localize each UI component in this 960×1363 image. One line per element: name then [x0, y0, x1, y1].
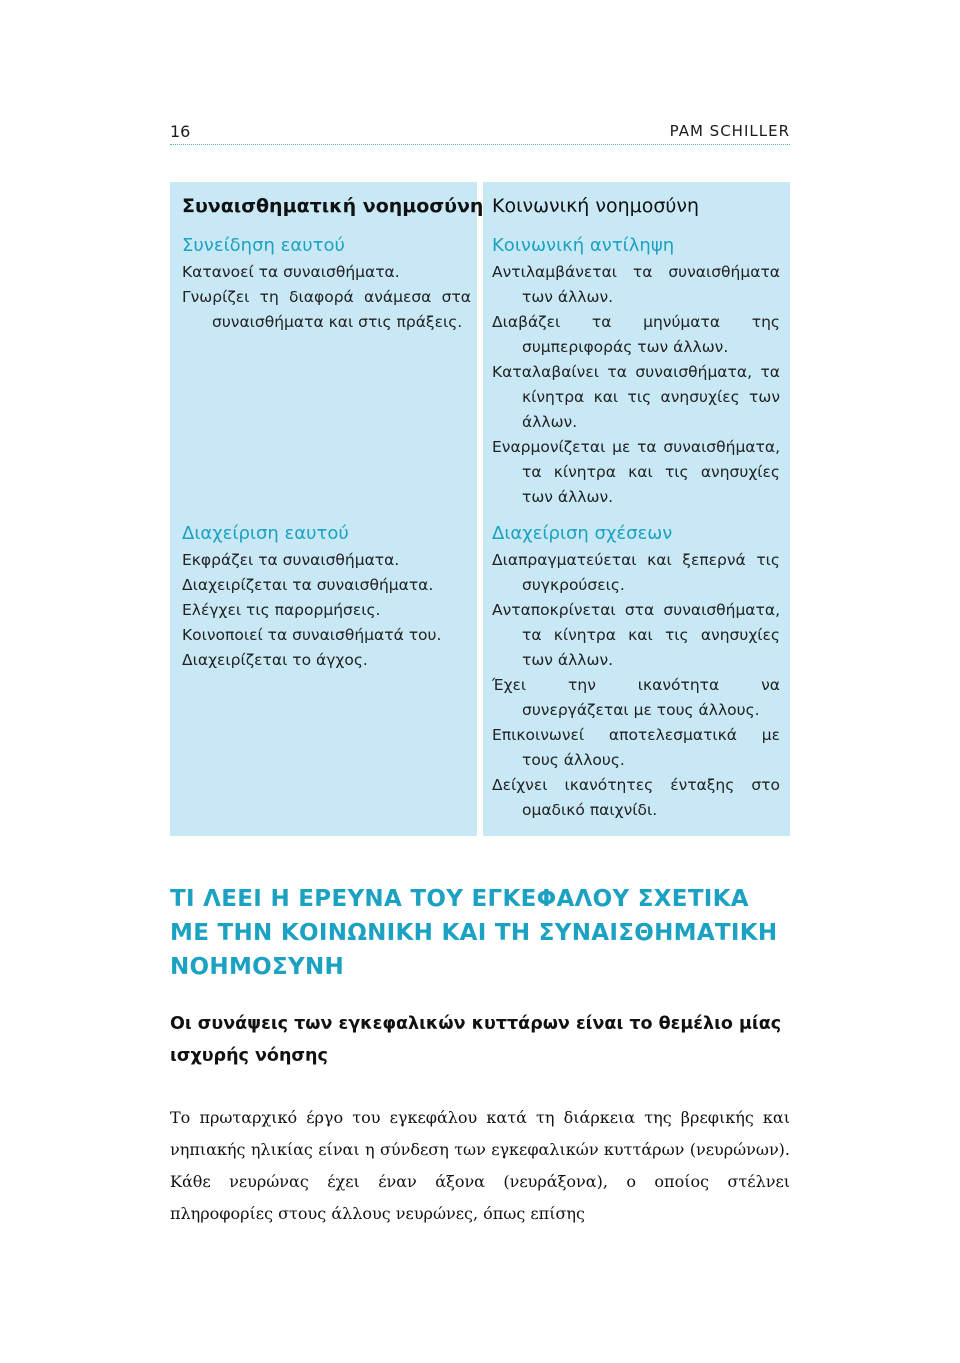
- list-item: Καταλαβαίνει τα συναισθήματα, τα κίνητρα και τις ανησυχίες των άλλων.: [492, 363, 780, 431]
- list-item: Κοινοποιεί τα συναισθήματά του.: [182, 626, 442, 644]
- section-heading: ΤΙ ΛΕΕΙ Η ΕΡΕΥΝΑ ΤΟΥ ΕΓΚΕΦΑΛΟΥ ΣΧΕΤΙΚΑ ΜΕ ΤΗΝ ΚΟΙΝΩΝΙΚΗ ΚΑΙ ΤΗ ΣΥΝΑΙΣΘΗΜΑΤΙΚΗ ΝΟΗΜΟΣΥΝΗ: [170, 886, 778, 980]
- list-item: Επικοινωνεί αποτελεσματικά με τους άλλους.: [492, 726, 780, 769]
- self-management-section: [182, 522, 471, 673]
- list-item: Γνωρίζει τη διαφορά ανάμεσα στα συναισθήματα και στις πράξεις.: [182, 288, 471, 331]
- page-number: 16: [170, 122, 191, 141]
- intelligence-table: [170, 182, 790, 836]
- list-item: Έχει την ικανότητα να συνεργάζεται με τους άλλους.: [492, 676, 780, 719]
- running-title: PAM SCHILLER: [669, 122, 790, 140]
- list-item: Αντιλαμβάνεται τα συναισθήματα των άλλων.: [492, 263, 780, 306]
- list-item: Εναρμονίζεται με τα συναισθήματα, τα κίνητρα και τις ανησυχίες των άλλων.: [492, 438, 780, 506]
- list-item: Δείχνει ικανότητες ένταξης στο ομαδικό παιχνίδι.: [492, 776, 780, 819]
- section-title: Κοινωνική αντίληψη: [492, 235, 675, 256]
- list-item: Διαπραγματεύεται και ξεπερνά τις συγκρούσεις.: [492, 551, 780, 594]
- list-item: Διαχειρίζεται τα συναισθήματα.: [182, 576, 434, 594]
- section-title: Συνείδηση εαυτού: [182, 235, 345, 256]
- column-title: Συναισθηματική νοημοσύνη: [182, 195, 484, 217]
- list-item: Εκφράζει τα συναισθήματα.: [182, 551, 400, 569]
- subheading: Οι συνάψεις των εγκεφαλικών κυττάρων είναι το θεμέλιο μίας ισχυρής νόησης: [170, 1014, 782, 1066]
- section-title: Διαχείριση εαυτού: [182, 523, 349, 544]
- list-item: Διαβάζει τα μηνύματα της συμπεριφοράς των άλλων.: [492, 313, 780, 356]
- list-item: Ελέγχει τις παρορμήσεις.: [182, 601, 381, 619]
- self-awareness-section: [182, 234, 471, 335]
- list-item: Ανταποκρίνεται στα συναισθήματα, τα κίνητρα και τις ανησυχίες των άλλων.: [492, 601, 780, 669]
- emotional-intelligence-column: [170, 182, 484, 836]
- research-section: [170, 882, 790, 1230]
- list-item: Κατανοεί τα συναισθήματα.: [182, 263, 400, 281]
- relationship-management-section: [492, 522, 780, 823]
- section-title: Διαχείριση σχέσεων: [492, 523, 673, 544]
- social-intelligence-column: [483, 182, 790, 836]
- body-paragraph: Το πρωταρχικό έργο του εγκεφάλου κατά τη διάρκεια της βρεφικής και νηπιακής ηλικίας είναι η σύνδεση των εγκεφαλικών κυττάρων (νευρώνων). Κάθε νευρώνας έχει έναν άξονα (νευράξονα), ο οποίος στέλνει πληροφορίες στους άλλους νευρώνες, όπως επίσης: [170, 1108, 790, 1223]
- page-header: [170, 120, 790, 145]
- column-title: Κοινωνική νοημοσύνη: [492, 195, 700, 217]
- list-item: Διαχειρίζεται το άγχος.: [182, 651, 368, 669]
- social-awareness-section: [492, 234, 780, 510]
